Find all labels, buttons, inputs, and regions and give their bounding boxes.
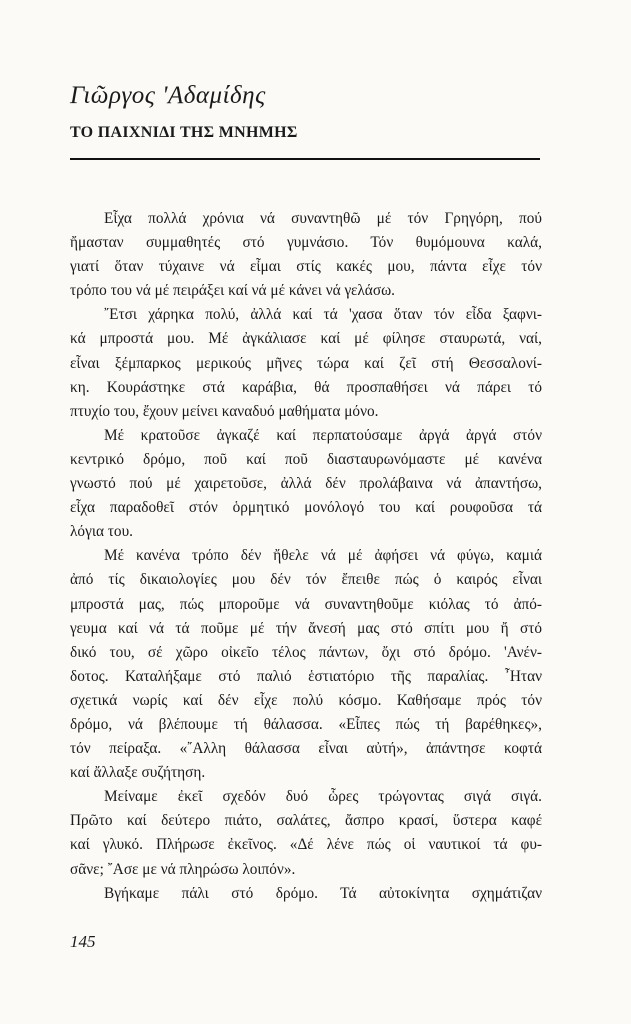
text-line: γνωστό πού μέ χαιρετοῦσε, ἀλλά δέν προλάβαινα νά ἀπαντήσω,	[70, 475, 542, 493]
paragraph	[70, 207, 542, 303]
text-line: εἶναι ξέμπαρκος μερικούς μῆνες τώρα καί ζεῖ στή Θεσσαλονί-	[70, 354, 542, 372]
text-line: λόγια του.	[70, 523, 133, 541]
text-line: καί ἄλλαξε συζήτηση.	[70, 764, 206, 782]
page-number: 145	[70, 932, 96, 951]
text-line: κεντρικό δρόμο, ποῦ καί ποῦ διασταυρωνόμαστε μέ κανένα	[70, 450, 542, 468]
text-line: ἤμασταν συμμαθητές στό γυμνάσιο. Τόν θυμόμουνα καλά,	[70, 234, 542, 252]
text-line: εἶχα παραδοθεῖ στόν ὁρμητικό μονόλογό του καί ρουφοῦσα τά	[70, 499, 542, 517]
text-line: τρόπο του νά μέ πειράξει καί νά μέ κάνει νά γελάσω.	[70, 282, 395, 300]
text-line: μπροστά μας, πώς μποροῦμε νά συναντηθοῦμε κιόλας τό ἀπό-	[70, 595, 542, 613]
paragraph	[70, 882, 542, 906]
text-line: τόν πείραξα. «῎Αλλη θάλασσα εἶναι αὐτή», ἀπάντησε κοφτά	[70, 740, 542, 758]
text-line: κά μπροστά μου. Μέ ἀγκάλιασε καί μέ φίλησε σταυρωτά, ναί,	[70, 330, 542, 348]
paragraph	[70, 424, 542, 544]
title-divider	[70, 158, 540, 160]
text-line: δρόμο, νά βλέπουμε τή θάλασσα. «Εἶπες πώς τή βαρέθηκες»,	[70, 715, 542, 733]
text-line: κη. Κουράστηκε στά καράβια, θά προσπαθήσει νά πάρει τό	[70, 378, 542, 396]
paragraph	[70, 303, 542, 423]
text-line: Μέ κανένα τρόπο δέν ἤθελε νά μέ ἀφήσει νά φύγω, καμιά	[104, 547, 542, 565]
text-line: πτυχίο του, ἔχουν μείνει καναδυό μαθήματα μόνο.	[70, 402, 379, 420]
author-name: Γιῶργος 'Αδαμίδης	[70, 82, 266, 109]
text-line: γευμα καί νά τά ποῦμε μέ τήν ἄνεσή μας στό σπίτι μου ἤ στό	[70, 619, 542, 637]
text-line: σᾶνε; ῎Ασε με νά πληρώσω λοιπόν».	[70, 860, 296, 878]
text-line: ῎Ετσι χάρηκα πολύ, ἀλλά καί τά 'χασα ὅταν τόν εἶδα ξαφνι-	[104, 306, 542, 324]
text-line: δικό του, σέ χῶρο οἰκεῖο τέλος πάντων, ὄχι στό δρόμο. 'Ανέν-	[70, 643, 542, 661]
text-line: Μέ κρατοῦσε ἀγκαζέ καί περπατούσαμε ἀργά ἀργά στόν	[104, 426, 542, 444]
text-line: Βγήκαμε πάλι στό δρόμο. Τά αὐτοκίνητα σχημάτιζαν	[104, 884, 542, 902]
text-line: γιατί ὅταν τύχαινε νά εἶμαι στίς κακές μου, πάντα εἶχε τόν	[70, 258, 542, 276]
text-line: Εἶχα πολλά χρόνια νά συναντηθῶ μέ τόν Γρηγόρη, πού	[104, 210, 542, 227]
text-line: δοτος. Καταλήξαμε στό παλιό ἑστιατόριο τῆς παραλίας. ῏Ηταν	[70, 667, 542, 685]
text-line: ἀπό τίς δικαιολογίες μου δέν τόν ἔπειθε πώς ὁ καιρός εἶναι	[70, 571, 542, 589]
text-line: Πρῶτο καί δεύτερο πιάτο, σαλάτες, ἄσπρο κρασί, ὕστερα καφέ	[70, 812, 542, 830]
text-line: Μείναμε ἐκεῖ σχεδόν δυό ὧρες τρώγοντας σιγά σιγά.	[104, 788, 542, 806]
text-line: σχετικά νωρίς καί δέν εἶχε πολύ κόσμο. Καθήσαμε πρός τόν	[70, 691, 542, 709]
paragraph	[70, 544, 542, 785]
story-body	[70, 207, 542, 906]
paragraph	[70, 785, 542, 881]
text-line: καί γλυκό. Πλήρωσε ἐκεῖνος. «Δέ λένε πώς οἱ ναυτικοί τά φυ-	[70, 836, 542, 854]
story-title: ΤΟ ΠΑΙΧΝΙΔΙ ΤΗΣ ΜΝΗΜΗΣ	[70, 124, 298, 141]
